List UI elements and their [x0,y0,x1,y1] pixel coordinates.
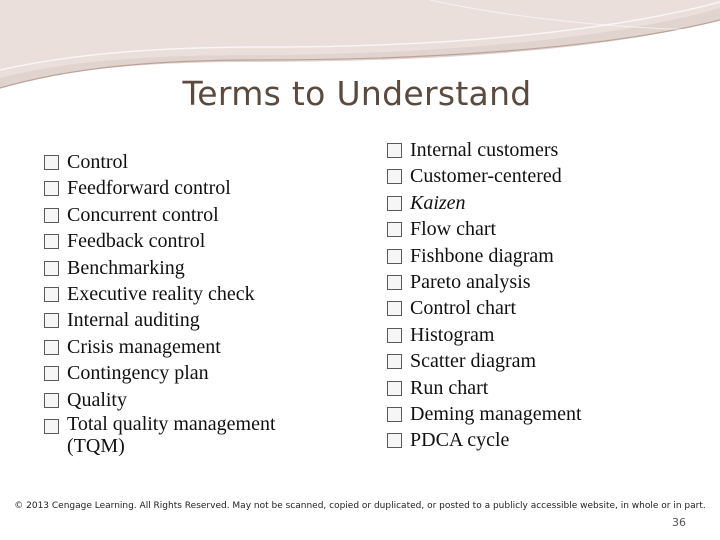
bullet-box-icon [387,328,402,343]
term-item [44,387,327,413]
bullet-box-icon [387,407,402,422]
term-item [44,281,327,307]
copyright-footer: © 2013 Cengage Learning. All Rights Reserved. May not be scanned, copied or duplicated, or posted to a publicly accessible website, in whole or in part. [14,501,706,511]
bullet-box-icon [44,287,59,302]
term-label: Control [67,151,129,173]
page-number: 36 [672,516,686,529]
term-item [387,375,582,401]
term-label: Internal auditing [67,309,200,332]
term-item [387,322,582,348]
bullet-box-icon [387,381,402,396]
term-label: Crisis management [67,335,221,358]
term-item [44,228,327,254]
term-item [44,149,327,175]
term-item [387,427,582,453]
bullet-box-icon [44,393,59,408]
slide-title: Terms to Understand [182,74,532,113]
term-item [387,295,582,321]
bullet-box-icon [44,181,59,196]
term-label: Run chart [410,376,489,399]
bullet-box-icon [44,366,59,381]
term-label: Concurrent control [67,203,219,226]
bullet-box-icon [387,169,402,184]
term-label: Executive reality check [67,283,255,306]
term-item [387,137,582,163]
term-label: Histogram [410,323,495,346]
bullet-box-icon [387,222,402,237]
term-label: Flow chart [410,218,497,241]
term-item [44,255,327,281]
bullet-box-icon [44,419,59,434]
term-label: Scatter diagram [410,350,537,373]
bullet-box-icon [44,208,59,223]
bullet-box-icon [44,234,59,249]
term-item [44,307,327,333]
term-item [44,334,327,360]
term-label: Quality [67,388,127,411]
term-label: Fishbone diagram [410,244,554,267]
bullet-box-icon [44,313,59,328]
bullet-box-icon [387,301,402,316]
term-label: Pareto analysis [410,271,531,294]
bullet-box-icon [387,196,402,211]
term-label: Kaizen [410,191,466,214]
bullet-box-icon [387,143,402,158]
bullet-box-icon [44,261,59,276]
term-item [44,413,327,459]
term-item [387,243,582,269]
term-label: Deming management [410,403,582,426]
left-term-list [44,149,327,459]
bullet-box-icon [387,249,402,264]
term-label: Internal customers [410,139,559,161]
term-item [44,360,327,386]
term-item [387,190,582,216]
bullet-box-icon [387,354,402,369]
term-label: Contingency plan [67,362,209,385]
bullet-box-icon [387,275,402,290]
term-item [387,163,582,189]
term-label: Customer-centered [410,165,562,188]
term-item [387,216,582,242]
term-label: Benchmarking [67,256,185,279]
term-item [44,175,327,201]
term-item [387,269,582,295]
term-label: Total quality management (TQM) [67,413,276,458]
term-item [44,202,327,228]
bullet-box-icon [44,340,59,355]
bullet-box-icon [44,155,59,170]
term-item [387,348,582,374]
term-label: PDCA cycle [410,429,510,452]
term-label: Feedback control [67,230,206,253]
right-term-list [387,137,582,454]
term-label: Feedforward control [67,177,231,200]
bullet-box-icon [387,433,402,448]
term-label: Control chart [410,297,517,320]
term-item [387,401,582,427]
